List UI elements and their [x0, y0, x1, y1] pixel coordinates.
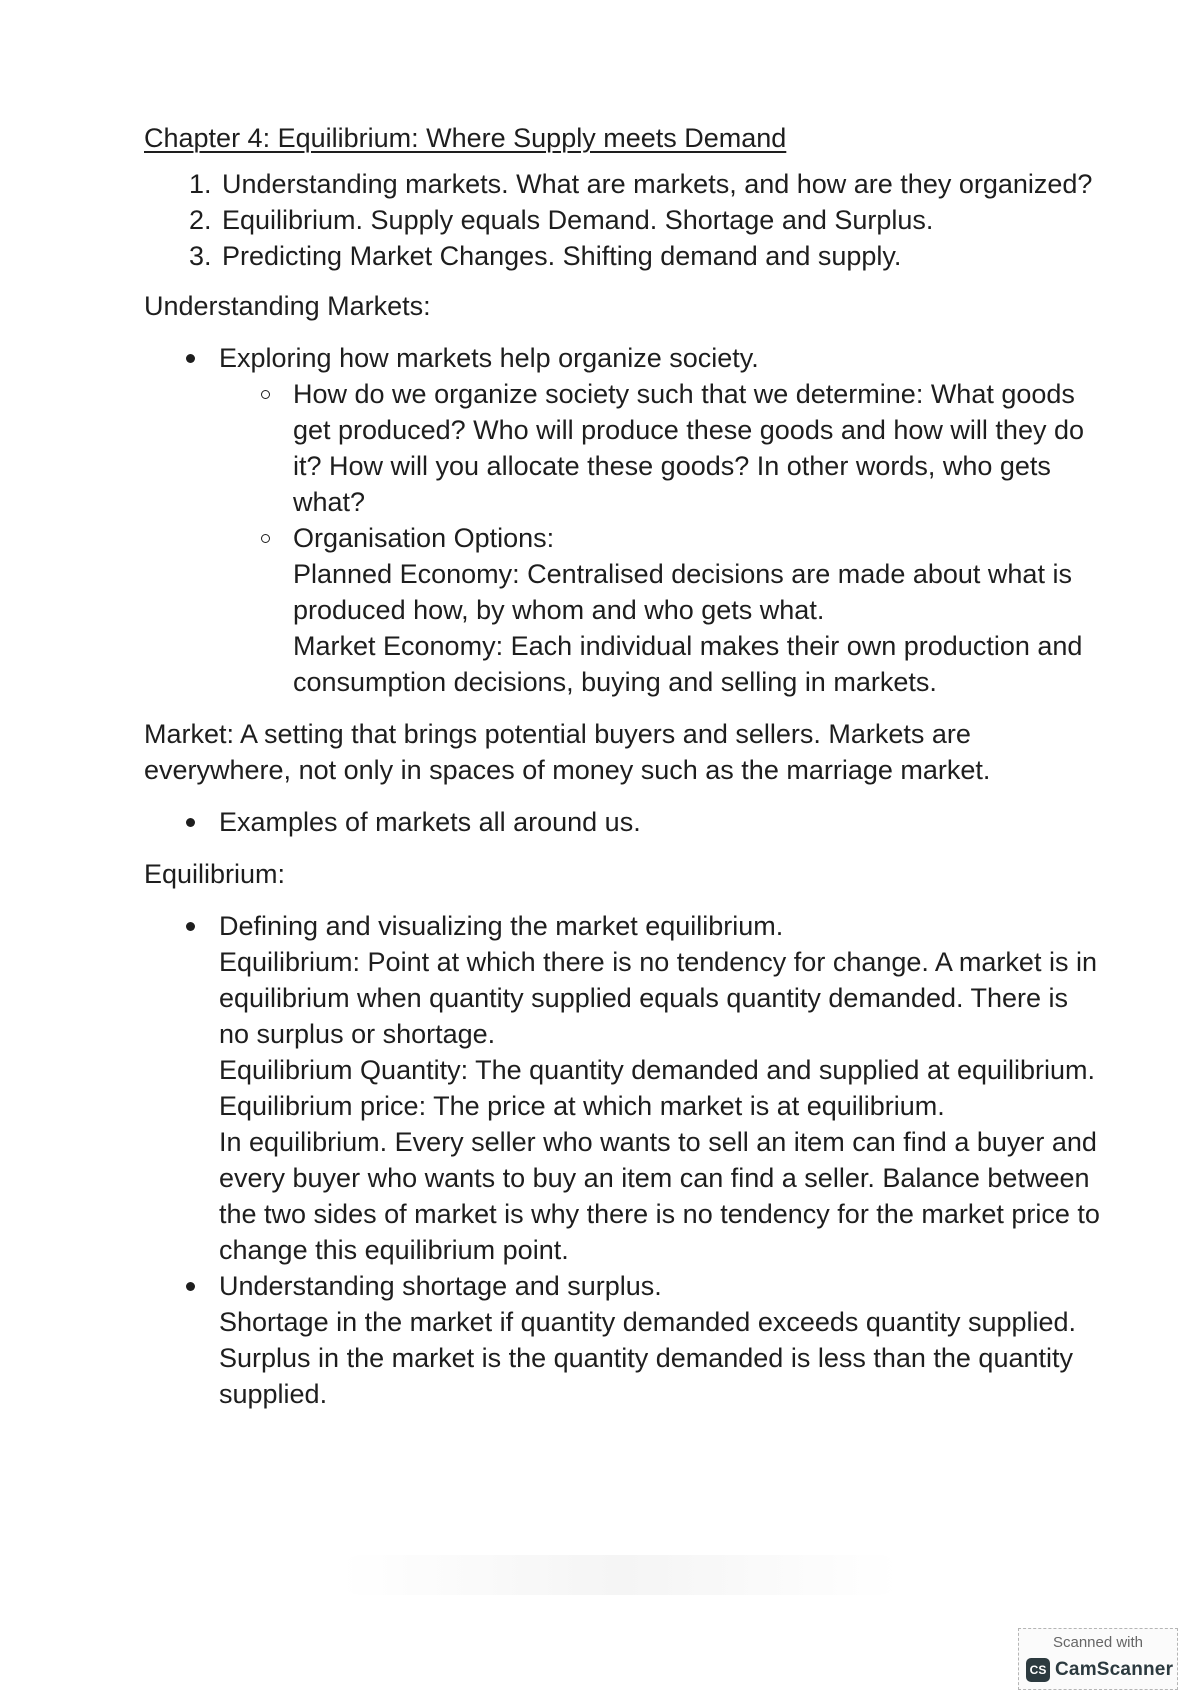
watermark-brand: CamScanner	[1055, 1659, 1174, 1680]
outline-item: 3. Predicting Market Changes. Shifting demand and supply.	[219, 238, 1104, 274]
bullet-item: Examples of markets all around us.	[144, 804, 1104, 840]
sub-bullet-label: Organisation Options:	[293, 523, 555, 553]
watermark-brand-row	[1026, 1658, 1173, 1682]
market-definition: Market: A setting that brings potential buyers and sellers. Markets are everywhere, not only in spaces of money such as the marriage market.	[144, 719, 991, 785]
market-economy-text: Market Economy: Each individual makes their own production and consumption decisions, buying and selling in markets.	[293, 631, 1083, 697]
bullet-item	[144, 1268, 1104, 1412]
scan-smudge	[340, 1555, 900, 1595]
chapter-outline	[144, 166, 1104, 274]
sub-bullets	[219, 376, 1104, 700]
planned-economy-text: Planned Economy: Centralised decisions are made about what is produced how, by whom and who gets what.	[293, 559, 1072, 625]
camscanner-watermark	[1018, 1628, 1178, 1690]
chapter-title: Chapter 4: Equilibrium: Where Supply meets Demand	[144, 123, 787, 153]
markets-bullets	[144, 340, 1104, 700]
bullet-text: Understanding shortage and surplus.	[219, 1271, 662, 1301]
bullet-item	[144, 340, 1104, 700]
equilibrium-definition: Equilibrium: Point at which there is no tendency for change. A market is in equilibrium when quantity supplied equals quantity demanded. There is no surplus or shortage.	[219, 947, 1097, 1049]
watermark-caption: Scanned with	[1052, 1634, 1144, 1651]
document-body	[144, 120, 1104, 1428]
bullet-item	[144, 908, 1104, 1268]
outline-item: 1. Understanding markets. What are markets, and how are they organized?	[219, 166, 1104, 202]
equilibrium-price-definition: Equilibrium price: The price at which market is at equilibrium.	[219, 1091, 945, 1121]
equilibrium-quantity-definition: Equilibrium Quantity: The quantity demanded and supplied at equilibrium.	[219, 1055, 1096, 1085]
sub-bullet-item	[219, 520, 1104, 700]
sub-bullet-text: How do we organize society such that we determine: What goods get produced? Who will produce these goods and how will they do it? How will you allocate these goods? In other words, who gets what?	[293, 379, 1084, 517]
equilibrium-bullets	[144, 908, 1104, 1412]
market-examples-bullets	[144, 804, 1104, 840]
bullet-text: Exploring how markets help organize society.	[219, 343, 759, 373]
sub-bullet-item	[219, 376, 1104, 520]
outline-item: 2. Equilibrium. Supply equals Demand. Shortage and Surplus.	[219, 202, 1104, 238]
section-heading-equilibrium: Equilibrium:	[144, 859, 286, 889]
bullet-text: Defining and visualizing the market equilibrium.	[219, 911, 784, 941]
shortage-surplus-text: Shortage in the market if quantity demanded exceeds quantity supplied. Surplus in the market is the quantity demanded is less than the quantity supplied.	[219, 1307, 1077, 1409]
camscanner-logo-icon: CS	[1026, 1658, 1050, 1682]
section-heading-markets: Understanding Markets:	[144, 291, 431, 321]
equilibrium-explanation: In equilibrium. Every seller who wants to sell an item can find a buyer and every buyer who wants to buy an item can find a seller. Balance between the two sides of market is why there is no tendency for the market price to change this equilibrium point.	[219, 1127, 1100, 1265]
